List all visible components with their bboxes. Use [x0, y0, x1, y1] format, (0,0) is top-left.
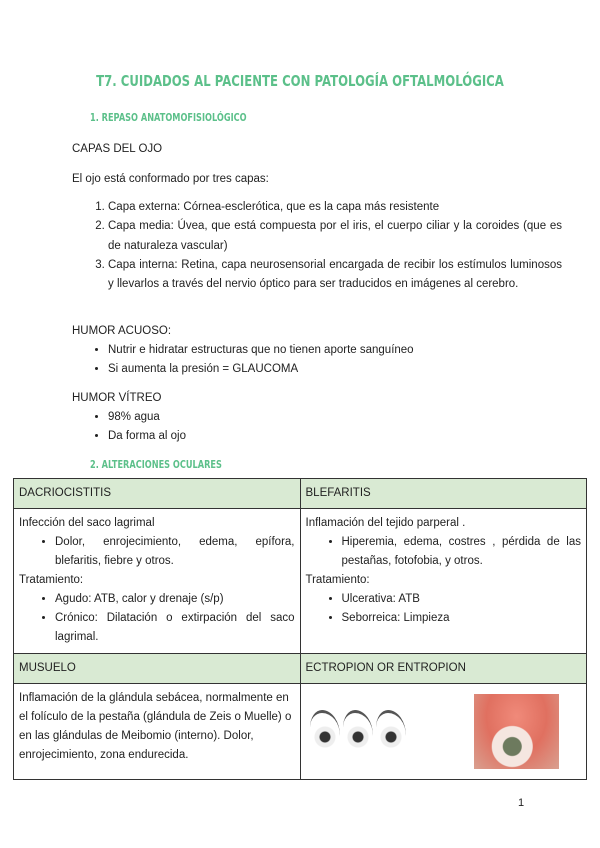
list-item: • Hiperemia, edema, costres , pérdida de las pestañas, fotofobia, y otros. [342, 533, 582, 571]
capas-list [72, 198, 562, 294]
section-heading-2: 2. ALTERACIONES OCULARES [90, 459, 222, 471]
trat-label: Tratamiento: [19, 574, 84, 586]
list-item: • Dolor, enrojecimiento, edema, epífora, blefaritis, fiebre y otros. [55, 533, 295, 571]
header-dacriocistitis: DACRIOCISTITIS [14, 479, 301, 509]
list-item: 3. Capa interna: Retina, capa neurosensorial encargada de recibir los estímulos luminosos y llevarlos a través del nervio óptico para ser traducidos en imágenes al cerebro. [108, 256, 562, 295]
list-item: • Si aumenta la presión = GLAUCOMA [108, 360, 414, 379]
document-title: T7. CUIDADOS AL PACIENTE CON PATOLOGÍA OFTALMOLÓGICA [96, 72, 504, 90]
desc: Inflamación del tejido parperal . [305, 517, 466, 529]
desc: Infección del saco lagrimal [19, 517, 155, 529]
trat-label: Tratamiento: [305, 574, 370, 586]
cell-ectropion [300, 684, 587, 780]
humor-acuoso-heading: HUMOR ACUOSO: [72, 325, 172, 337]
cell-dacriocistitis [14, 509, 301, 654]
list-item: • 98% agua [108, 408, 186, 427]
capas-intro: El ojo está conformado por tres capas: [72, 173, 269, 185]
humor-acuoso-list [72, 341, 414, 380]
list-item: 1. Capa externa: Córnea-esclerótica, que es la capa más resistente [108, 198, 562, 217]
list-item: • Ulcerativa: ATB [342, 590, 582, 609]
header-blefaritis: BLEFARITIS [300, 479, 587, 509]
eye-photo-image [474, 694, 559, 769]
section-heading-1: 1. REPASO ANATOMOFISIOLÓGICO [90, 112, 247, 124]
list-item: • Seborreica: Limpieza [342, 609, 582, 628]
eyelid-diagram-image [310, 710, 409, 753]
list-item: • Crónico: Dilatación o extirpación del saco lagrimal. [55, 609, 295, 647]
header-ectropion: ECTROPION OR ENTROPION [300, 654, 587, 684]
list-item: • Da forma al ojo [108, 427, 186, 446]
capas-heading: CAPAS DEL OJO [72, 143, 163, 155]
page-number: 1 [518, 797, 525, 809]
humor-vitreo-heading: HUMOR VÍTREO [72, 392, 162, 404]
alteraciones-table [13, 478, 587, 780]
list-item: 2. Capa media: Úvea, que está compuesta por el iris, el cuerpo ciliar y la coroides (que es de naturaleza vascular) [108, 217, 562, 256]
cell-musuelo: Inflamación de la glándula sebácea, normalmente en el folículo de la pestaña (glándula de Zeis o Muelle) o en las glándulas de Meibomio (interno). Dolor, enrojecimiento, zona endurecida. [14, 684, 301, 780]
list-item: • Agudo: ATB, calor y drenaje (s/p) [55, 590, 295, 609]
list-item: • Nutrir e hidratar estructuras que no tienen aporte sanguíneo [108, 341, 414, 360]
cell-blefaritis [300, 509, 587, 654]
humor-vitreo-list [72, 408, 186, 447]
header-musuelo: MUSUELO [14, 654, 301, 684]
